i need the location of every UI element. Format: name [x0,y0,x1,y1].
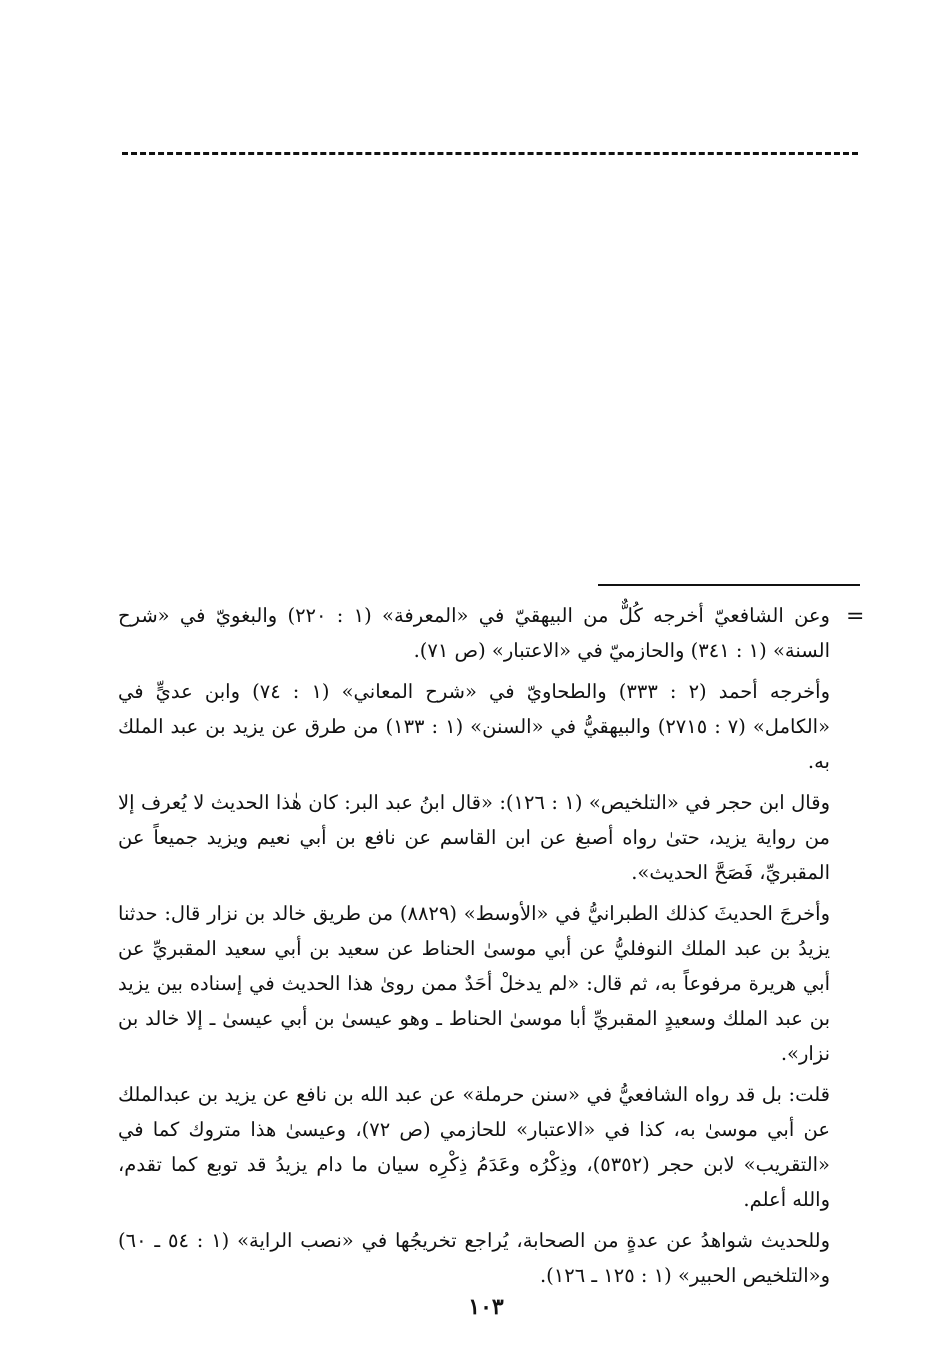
footnote-paragraph-6: وللحديث شواهدُ عن عدةٍ من الصحابة، يُراجع تخريجُها في «نصب الراية» (١ : ٥٤ ـ ٦٠) و«التلخيص الحبير» (١ : ١٢٥ ـ ١٢٦). [118,1229,831,1287]
footnote-paragraph-3: وقال ابن حجر في «التلخيص» (١ : ١٢٦): «قال ابنُ عبد البر: كان هٰذا الحديث لا يُعرف إلا من رواية يزيد، حتىٰ رواه أصبغ عن ابن القاسم عن نافع بن أبي نعيم ويزيد جميعاً عن المقبريِّ، فَصَحَّ الحديث». [118,791,830,884]
footnote-paragraph-2: وأخرجه أحمد (٢ : ٣٣٣) والطحاويّ في «شرح المعاني» (١ : ٧٤) وابن عديٍّ في «الكامل» (٧ : ٢٧١٥) والبيهقيُّ في «السنن» (١ : ١٣٣) من طرق عن يزيد بن عبد الملك به. [118,680,831,773]
footnote-continuation-mark: = [846,604,865,629]
footnote-paragraph-4: وأخرجَ الحديثَ كذلك الطبرانيُّ في «الأوسط» (٨٨٢٩) من طريق خالد بن نزار قال: حدثنا يزيدُ بن عبد الملك النوفليُّ عن أبي موسىٰ الحناط عن سعيد بن أبي سعيد المقبريِّ عن أبي هريرة مرفوعاً به، ثم قال: «لم يدخلْ أحَدٌ ممن روىٰ هذا الحديث في إسناده بين يزيد بن عبد الملك وسعيدٍ المقبريِّ أبا موسىٰ الحناط ـ وهو عيسىٰ بن أبي عيسىٰ ـ إلا خالد بن نزار». [118,902,830,1065]
top-dashed-separator [122,152,858,155]
footnote-separator-rule [598,584,860,586]
footnote-paragraph-1: وعن الشافعيّ أخرجه كُلٌّ من البيهقيّ في «المعرفة» (١ : ٢٢٠) والبغويّ في «شرح السنة» (١ : ٣٤١) والحازميّ في «الاعتبار» (ص ٧١). [118,604,830,662]
footnote-paragraph-5: قلت: بل قد رواه الشافعيُّ في «سنن حرملة» عن عبد الله بن نافع عن يزيد بن عبدالملك عن أبي موسىٰ به، كذا في «الاعتبار» للحازمي (ص ٧٢)، وعيسىٰ هذا متروك كما في «التقريب» لابن حجر (٥٣٥٢)، وذِكْرُه وعَدَمُ ذِكْرِه سيان ما دام يزيدُ قد توبع كما تقدم، والله أعلم. [118,1083,830,1211]
page-number: ١٠٣ [468,1294,504,1320]
footnote-text-block [118,598,830,1299]
